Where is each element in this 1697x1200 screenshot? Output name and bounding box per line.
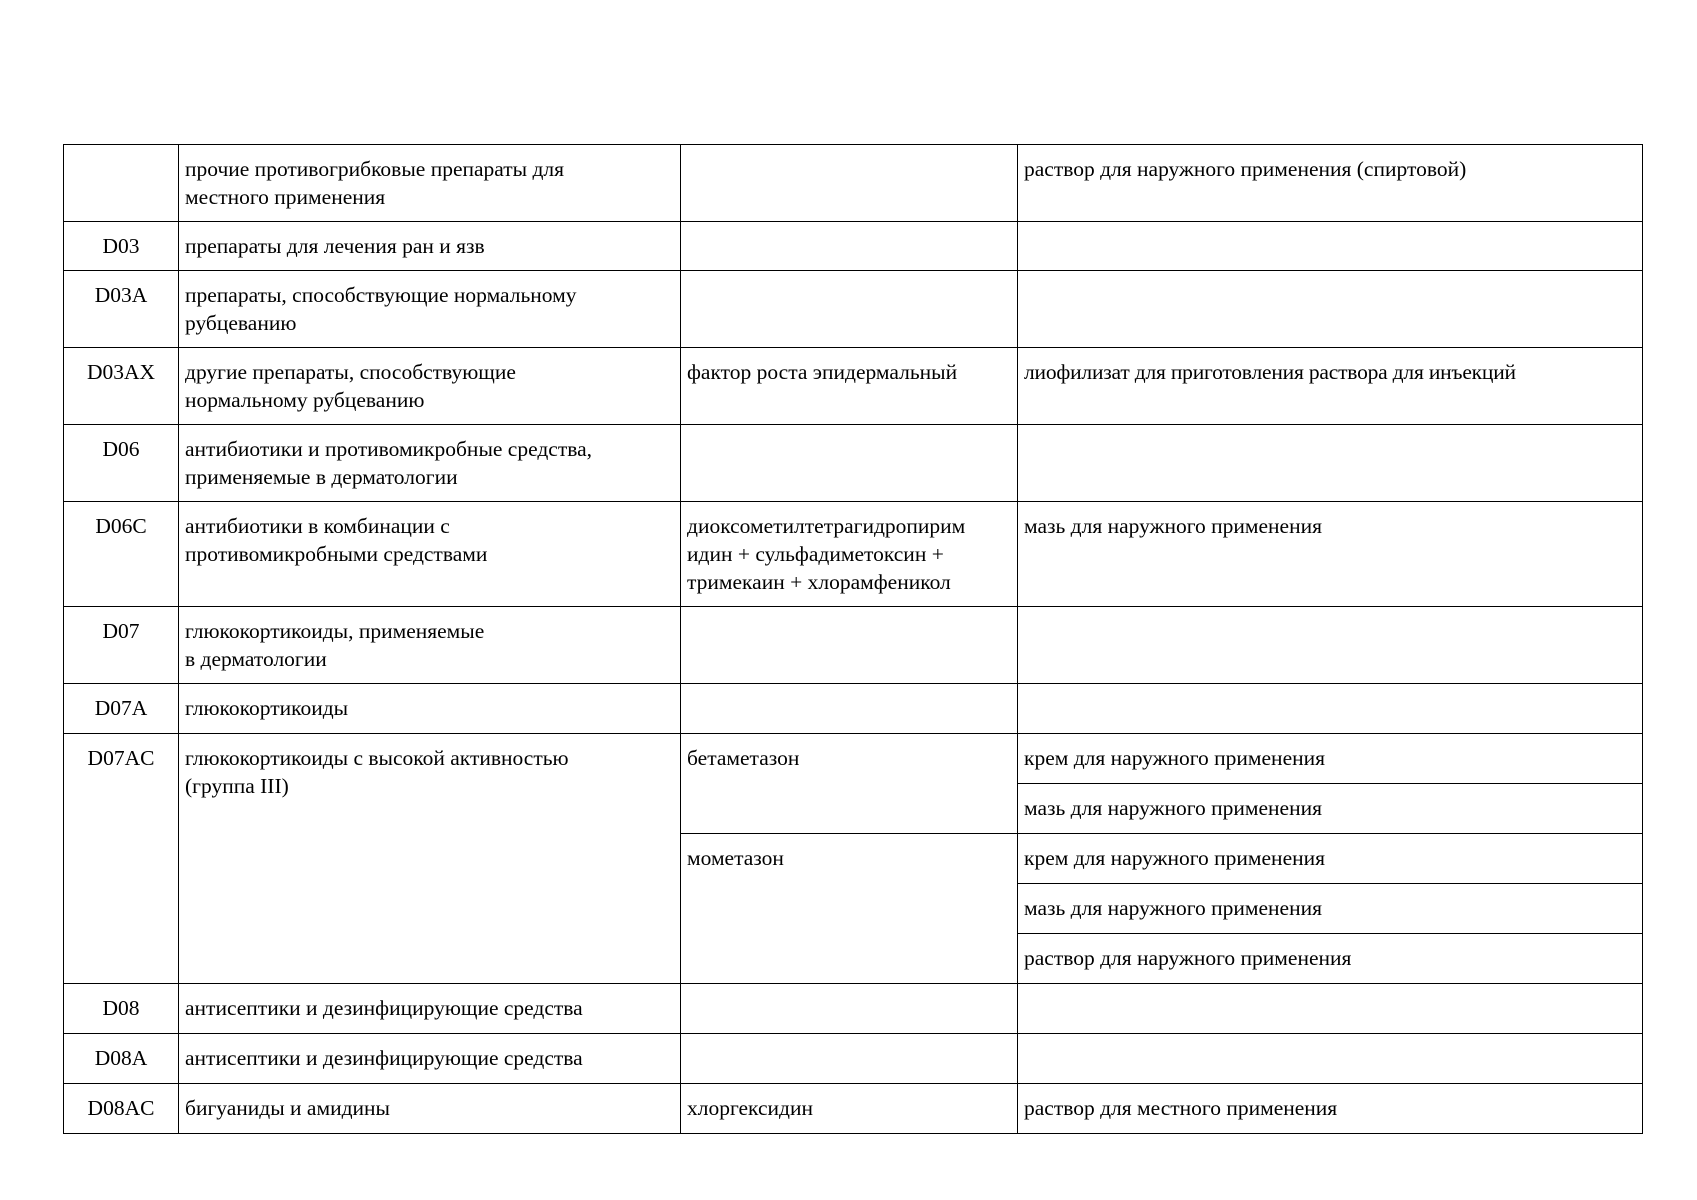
- table-row: [64, 145, 1643, 222]
- group-name-cell: прочие противогрибковые препараты для местного применения: [179, 145, 681, 222]
- group-name-cell: антисептики и дезинфицирующие средства: [179, 1034, 681, 1084]
- group-name-cell: другие препараты, способствующие нормальному рубцеванию: [179, 348, 681, 425]
- atc-code-cell: D03AX: [64, 348, 179, 425]
- drug-name-cell: [681, 1034, 1018, 1084]
- dosage-form-cell: [1018, 425, 1643, 502]
- table-row: [64, 1034, 1643, 1084]
- dosage-form-cell: мазь для наружного применения: [1018, 502, 1643, 607]
- atc-code-cell: [64, 145, 179, 222]
- dosage-form-cell: крем для наружного применения: [1018, 834, 1643, 884]
- table-row: [64, 222, 1643, 271]
- group-name-cell: глюкокортикоиды: [179, 684, 681, 734]
- dosage-form-cell: [1018, 1034, 1643, 1084]
- group-name-cell: препараты, способствующие нормальному рубцеванию: [179, 271, 681, 348]
- atc-code-cell: D08: [64, 984, 179, 1034]
- atc-code-cell: D07A: [64, 684, 179, 734]
- atc-code-cell: D03A: [64, 271, 179, 348]
- atc-code-cell: D08AC: [64, 1084, 179, 1134]
- atc-code-cell: D03: [64, 222, 179, 271]
- table-row: [64, 734, 1643, 784]
- drug-name-cell: хлоргексидин: [681, 1084, 1018, 1134]
- atc-code-cell: D07: [64, 607, 179, 684]
- table-row: [64, 271, 1643, 348]
- dosage-form-cell: мазь для наружного применения: [1018, 784, 1643, 834]
- medication-table: [63, 144, 1643, 1134]
- table-row: [64, 984, 1643, 1034]
- drug-name-cell: мометазон: [681, 834, 1018, 984]
- group-name-cell: антибиотики и противомикробные средства, применяемые в дерматологии: [179, 425, 681, 502]
- drug-name-cell: [681, 425, 1018, 502]
- dosage-form-cell: [1018, 984, 1643, 1034]
- group-name-cell: глюкокортикоиды с высокой активностью (группа III): [179, 734, 681, 984]
- atc-code-cell: D08A: [64, 1034, 179, 1084]
- drug-name-cell: диоксометилтетрагидропирим идин + сульфадиметоксин + тримекаин + хлорамфеникол: [681, 502, 1018, 607]
- dosage-form-cell: [1018, 684, 1643, 734]
- atc-code-cell: D07AC: [64, 734, 179, 984]
- atc-code-cell: D06C: [64, 502, 179, 607]
- group-name-cell: антибиотики в комбинации с противомикробными средствами: [179, 502, 681, 607]
- dosage-form-cell: раствор для местного применения: [1018, 1084, 1643, 1134]
- drug-name-cell: [681, 607, 1018, 684]
- table-row: [64, 502, 1643, 607]
- atc-code-cell: D06: [64, 425, 179, 502]
- dosage-form-cell: раствор для наружного применения (спиртовой): [1018, 145, 1643, 222]
- dosage-form-cell: [1018, 607, 1643, 684]
- table-row: [64, 607, 1643, 684]
- drug-name-cell: [681, 984, 1018, 1034]
- dosage-form-cell: мазь для наружного применения: [1018, 884, 1643, 934]
- dosage-form-cell: [1018, 271, 1643, 348]
- group-name-cell: антисептики и дезинфицирующие средства: [179, 984, 681, 1034]
- dosage-form-cell: лиофилизат для приготовления раствора для инъекций: [1018, 348, 1643, 425]
- table-row: [64, 425, 1643, 502]
- drug-name-cell: фактор роста эпидермальный: [681, 348, 1018, 425]
- drug-name-cell: [681, 684, 1018, 734]
- drug-name-cell: [681, 222, 1018, 271]
- table-row: [64, 1084, 1643, 1134]
- drug-name-cell: [681, 271, 1018, 348]
- group-name-cell: глюкокортикоиды, применяемые в дерматологии: [179, 607, 681, 684]
- group-name-cell: бигуаниды и амидины: [179, 1084, 681, 1134]
- dosage-form-cell: [1018, 222, 1643, 271]
- drug-name-cell: бетаметазон: [681, 734, 1018, 834]
- table-row: [64, 684, 1643, 734]
- dosage-form-cell: крем для наружного применения: [1018, 734, 1643, 784]
- group-name-cell: препараты для лечения ран и язв: [179, 222, 681, 271]
- table-row: [64, 348, 1643, 425]
- drug-name-cell: [681, 145, 1018, 222]
- dosage-form-cell: раствор для наружного применения: [1018, 934, 1643, 984]
